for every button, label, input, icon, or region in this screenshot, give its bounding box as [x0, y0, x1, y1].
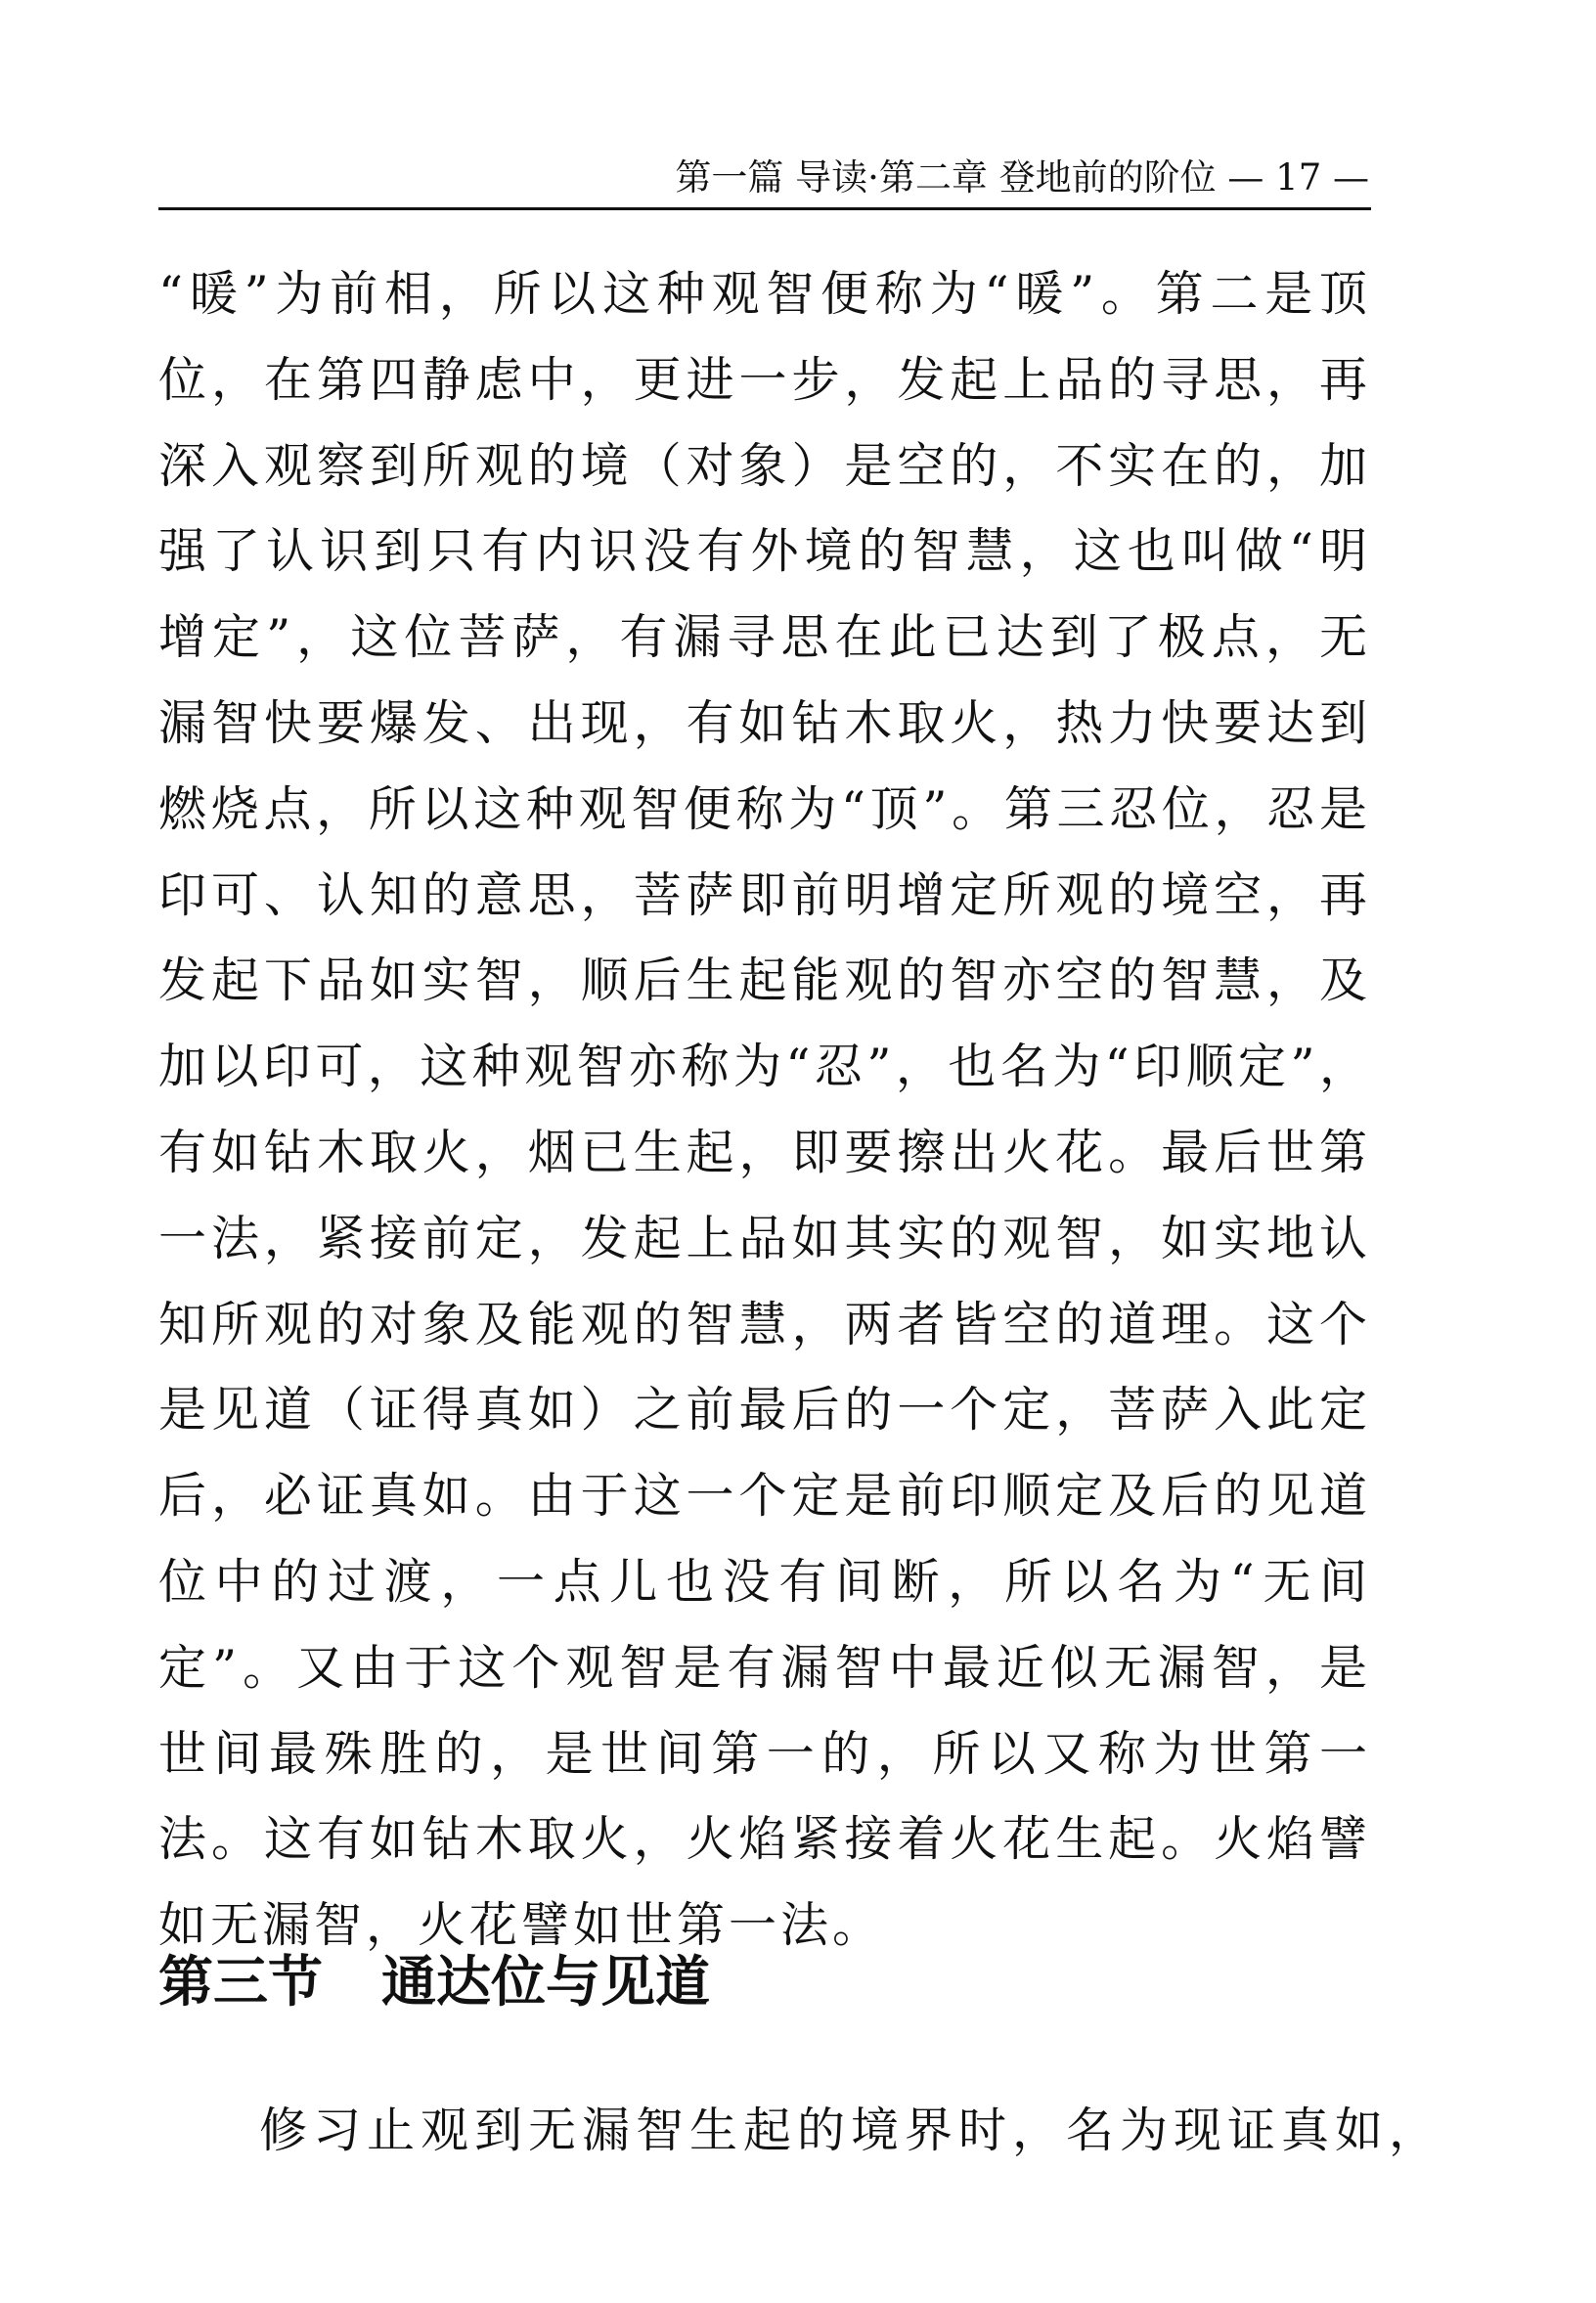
- section-number: 第三节: [158, 1950, 323, 2015]
- running-head: 第一篇 导读·第二章 登地前的阶位 — 17 —: [675, 156, 1369, 199]
- section-heading: [158, 1938, 1371, 2026]
- body-paragraph: “暖”为前相，所以这种观智便称为“暖”。第二是顶位，在第四静虑中，更进一步，发起上品的寻思，再深入观察到所观的境（对象）是空的，不实在的，加强了认识到只有内识没有外境的智慧，这也叫做“明增定”，这位菩萨，有漏寻思在此已达到了极点，无漏智快要爆发、出现，有如钻木取火，热力快要达到燃烧点，所以这种观智便称为“顶”。第三忍位，忍是印可、认知的意思，菩萨即前明增定所观的境空，再发起下品如实智，顺后生起能观的智亦空的智慧，及加以印可，这种观智亦称为“忍”，也名为“印顺定”，有如钻木取火，烟已生起，即要擦出火花。最后世第一法，紧接前定，发起上品如其实的观智，如实地认知所观的对象及能观的智慧，两者皆空的道理。这个是见道（证得真如）之前最后的一个定，菩萨入此定后，必证真如。由于这一个定是前印顺定及后的见道位中的过渡，一点儿也没有间断，所以名为“无间定”。又由于这个观智是有漏智中最近似无漏智，是世间最殊胜的，是世间第一的，所以又称为世第一法。这有如钻木取火，火焰紧接着火花生起。火焰譬如无漏智，火花譬如世第一法。: [158, 266, 1371, 1954]
- next-paragraph: 修习止观到无漏智生起的境界时，名为现证真如，: [259, 2103, 1443, 2158]
- section-title: 通达位与见道: [381, 1950, 710, 2015]
- body-text: [158, 251, 1371, 1969]
- header-rule: [158, 207, 1371, 210]
